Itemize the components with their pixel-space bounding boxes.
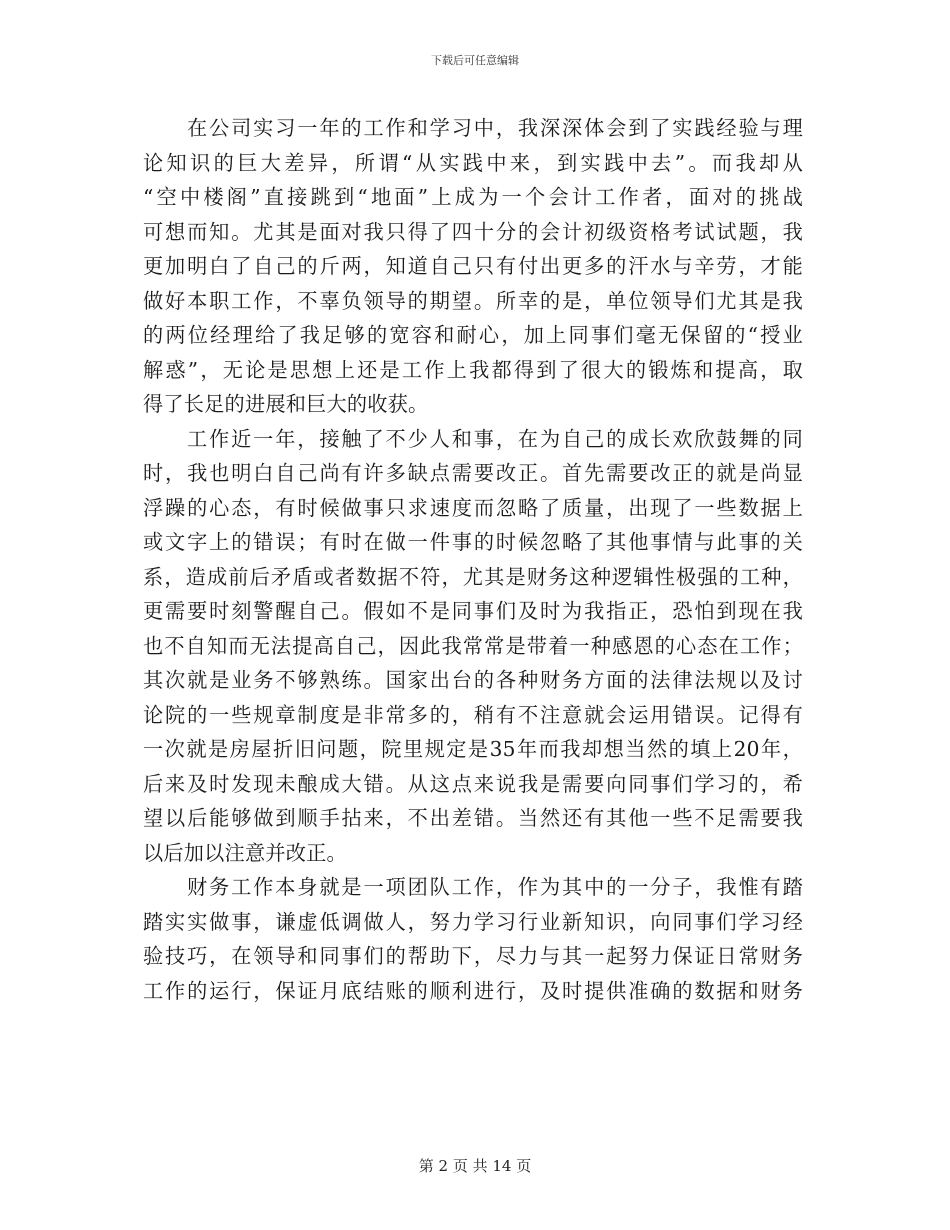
page-header: 下载后可任意编辑 xyxy=(431,54,519,67)
text-line: 其次就是业务不够熟练。国家出台的各种财务方面的法律法规以及讨 xyxy=(143,668,803,692)
text-line: 以后加以注意并改正。 xyxy=(143,840,347,865)
text-line: 踏实实做事，谦虚低调做人，努力学习行业新知识，向同事们学习经 xyxy=(143,909,803,934)
text-line: 更需要时刻警醒自己。假如不是同事们及时为我指正，恐怕到现在我 xyxy=(143,599,803,623)
text-line: 解惑”，无论是思想上还是工作上我都得到了很大的锻炼和提高，取 xyxy=(143,357,803,382)
text-line: 论知识的巨大差异，所谓“从实践中来，到实践中去”。而我却从 xyxy=(143,150,803,175)
paragraph-2 xyxy=(143,422,803,871)
text-line: 也不自知而无法提高自己，因此我常常是带着一种感恩的心态在工作； xyxy=(143,633,803,658)
text-line: 更加明白了自己的斤两，知道自己只有付出更多的汗水与辛劳，才能 xyxy=(143,254,803,278)
document-body xyxy=(143,111,803,1008)
text-line: 浮躁的心态，有时候做事只求速度而忽略了质量，出现了一些数据上 xyxy=(143,495,803,520)
text-line: 可想而知。尤其是面对我只得了四十分的会计初级资格考试试题，我 xyxy=(143,219,803,244)
text-line: “空中楼阁”直接跳到“地面”上成为一个会计工作者，面对的挑战 xyxy=(143,185,803,209)
text-line: 或文字上的错误；有时在做一件事的时候忽略了其他事情与此事的关 xyxy=(143,530,803,554)
text-line: 望以后能够做到顺手拈来，不出差错。当然还有其他一些不足需要我 xyxy=(143,806,803,830)
text-line: 论院的一些规章制度是非常多的，稍有不注意就会运用错误。记得有 xyxy=(143,702,803,727)
text-line: 一次就是房屋折旧问题，院里规定是35年而我却想当然的填上20年， xyxy=(143,737,803,761)
paragraph-1 xyxy=(143,111,803,422)
text-line: 的两位经理给了我足够的宽容和耐心，加上同事们毫无保留的“授业 xyxy=(143,323,803,347)
paragraph-3 xyxy=(143,870,803,1008)
text-line: 做好本职工作，不辜负领导的期望。所幸的是，单位领导们尤其是我 xyxy=(143,288,803,313)
text-line: 时，我也明白自己尚有许多缺点需要改正。首先需要改正的就是尚显 xyxy=(143,461,803,485)
text-line: 验技巧，在领导和同事们的帮助下，尽力与其一起努力保证日常财务 xyxy=(143,944,803,968)
page-number: 第 2 页 共 14 页 xyxy=(418,1157,532,1175)
text-line: 在公司实习一年的工作和学习中，我深深体会到了实践经验与理 xyxy=(187,116,803,140)
text-line: 工作近一年，接触了不少人和事，在为自己的成长欢欣鼓舞的同 xyxy=(187,426,803,451)
text-line: 后来及时发现未酿成大错。从这点来说我是需要向同事们学习的，希 xyxy=(143,771,803,796)
text-line: 系，造成前后矛盾或者数据不符，尤其是财务这种逻辑性极强的工种， xyxy=(143,564,803,589)
text-line: 工作的运行，保证月底结账的顺利进行，及时提供准确的数据和财务 xyxy=(143,978,803,1003)
text-line: 财务工作本身就是一项团队工作，作为其中的一分子，我惟有踏 xyxy=(187,875,803,899)
text-line: 得了长足的进展和巨大的收获。 xyxy=(143,392,429,416)
